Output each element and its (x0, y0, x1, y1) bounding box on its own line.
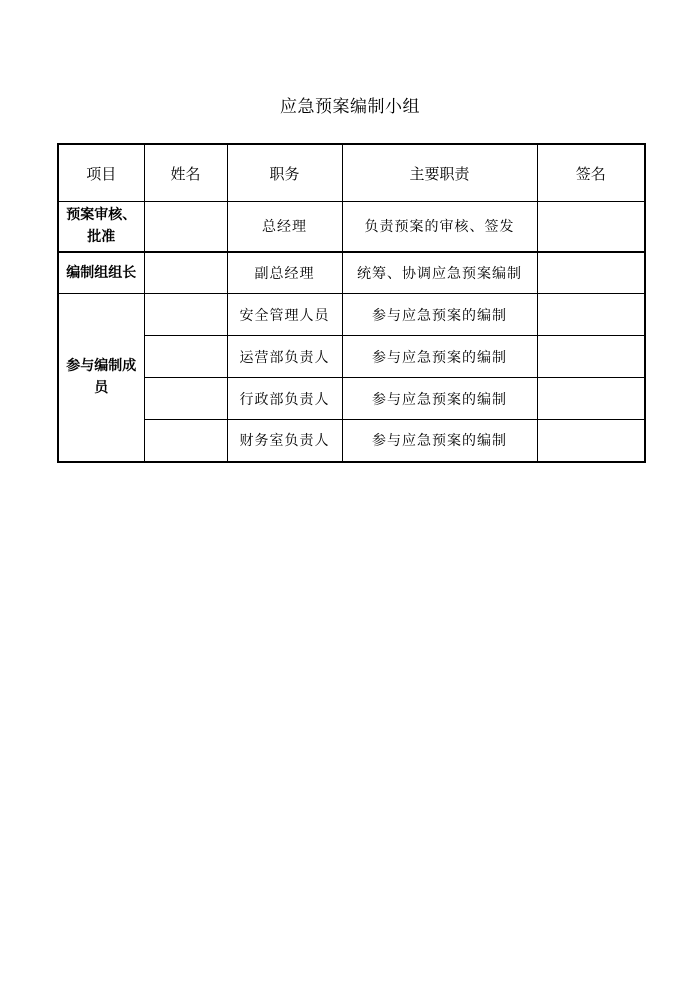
table-row (58, 252, 645, 294)
duty-cell: 参与应急预案的编制 (342, 420, 537, 462)
header-duty: 主要职责 (342, 144, 537, 202)
duty-cell: 参与应急预案的编制 (342, 336, 537, 378)
position-cell: 副总经理 (227, 252, 342, 294)
header-row (58, 144, 645, 202)
table-row (58, 294, 645, 336)
table-row (58, 336, 645, 378)
position-cell: 总经理 (227, 202, 342, 252)
table-row (58, 202, 645, 252)
position-cell: 安全管理人员 (227, 294, 342, 336)
position-cell: 运营部负责人 (227, 336, 342, 378)
signature-cell (537, 336, 645, 378)
name-cell (144, 252, 227, 294)
page-title: 应急预案编制小组 (280, 97, 420, 117)
duty-cell: 参与应急预案的编制 (342, 294, 537, 336)
header-signature: 签名 (537, 144, 645, 202)
group-label-approve: 预案审核、批准 (58, 202, 144, 252)
table-row (58, 420, 645, 462)
signature-cell (537, 252, 645, 294)
name-cell (144, 420, 227, 462)
name-cell (144, 378, 227, 420)
duty-cell: 统筹、协调应急预案编制 (342, 252, 537, 294)
signature-cell (537, 378, 645, 420)
header-position: 职务 (227, 144, 342, 202)
team-table (57, 143, 646, 463)
name-cell (144, 202, 227, 252)
duty-cell: 负责预案的审核、签发 (342, 202, 537, 252)
group-label-leader: 编制组组长 (58, 252, 144, 294)
name-cell (144, 294, 227, 336)
header-item: 项目 (58, 144, 144, 202)
name-cell (144, 336, 227, 378)
group-label-members: 参与编制成员 (58, 294, 144, 462)
table-row (58, 378, 645, 420)
duty-cell: 参与应急预案的编制 (342, 378, 537, 420)
header-name: 姓名 (144, 144, 227, 202)
signature-cell (537, 202, 645, 252)
signature-cell (537, 420, 645, 462)
position-cell: 行政部负责人 (227, 378, 342, 420)
position-cell: 财务室负责人 (227, 420, 342, 462)
signature-cell (537, 294, 645, 336)
